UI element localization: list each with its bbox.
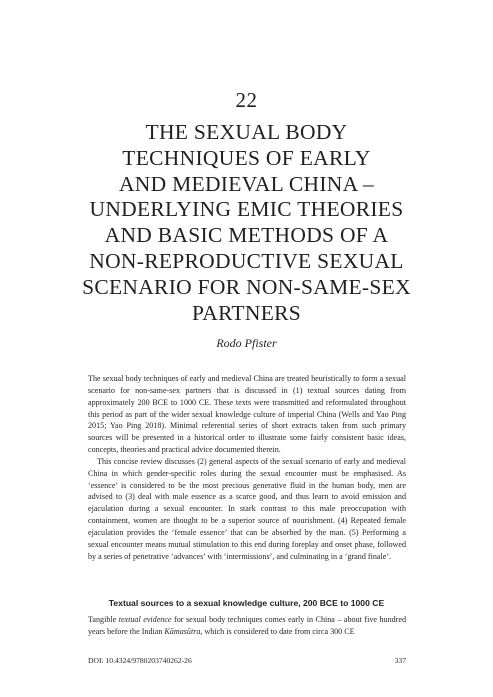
chapter-title-line: SCENARIO FOR NON-SAME-SEX	[82, 274, 411, 299]
page-footer	[88, 656, 406, 665]
author-name: Rodo Pfister	[216, 336, 277, 350]
body-paragraph	[88, 614, 406, 638]
chapter-title-line: PARTNERS	[191, 300, 302, 325]
italic-term: textual evidence	[118, 615, 172, 624]
body-paragraph: This concise review discusses (2) general aspects of the sexual scenario of early and medieval China in which gender-specific roles during the sexual encounter must be emphasised. As ‘essence’ is considered to be the most precious generative fluid in the human body, men are advised to (3) deal with male essence as a scarce good, and thus learn to avoid emission and ejaculation during a sexual encounter. In stark contrast to this male preoccupation with containment, women are thought to be a superior source of nourishment. (4) Repeated female ejaculation provides the ‘female essence’ that can be absorbed by the man. (5) Performing a sexual encounter means mutual stimulation to this end during foreplay and onset phase, followed by a series of penetrative ‘advances’ with ‘intermissions’, and culminating in a ‘grand finale’.	[88, 456, 406, 561]
text-run: , which is considered to date from circa 300 CE	[200, 626, 355, 636]
text-run: for sexual body techniques comes early in China – about five hundred years before the Indian	[88, 615, 406, 636]
chapter-title-line: NON-REPRODUCTIVE SEXUAL	[89, 248, 404, 273]
italic-term: Kāmasūtra	[164, 626, 201, 636]
doi-reference: DOI: 10.4324/9780203740262-26	[88, 656, 192, 665]
text-run: Tangible	[88, 615, 119, 624]
body-text	[88, 373, 406, 563]
section-heading: Textual sources to a sexual knowledge culture, 200 BCE to 1000 CE	[108, 598, 385, 608]
page-number: 337	[394, 656, 406, 665]
chapter-title-line: AND MEDIEVAL CHINA –	[118, 171, 375, 196]
chapter-number: 22	[235, 88, 258, 112]
chapter-title-line: AND BASIC METHODS OF A	[104, 223, 389, 248]
body-paragraph: The sexual body techniques of early and medieval China are treated heuristically to form a sexual scenario for non-same-sex partners that is discussed in (1) textual sources dating from approximately 200 BCE to 1000 CE. These texts were transmitted and reformulated throughout this period as part of the wider sexual knowledge culture of imperial China (Wells and Yao Ping 2015; Yao Ping 2018). Minimal referential series of short extracts taken from such primary sources will be presented in a historical order to illustrate some fairly consistent basic ideas, concepts, theories and practical advice documented therein.	[88, 374, 406, 455]
chapter-title	[40, 120, 453, 326]
chapter-title-line: THE SEXUAL BODY	[145, 120, 348, 144]
chapter-title-line: UNDERLYING EMIC THEORIES	[89, 197, 404, 222]
section-body-text	[88, 614, 406, 638]
chapter-title-line: TECHNIQUES OF EARLY	[122, 145, 371, 170]
